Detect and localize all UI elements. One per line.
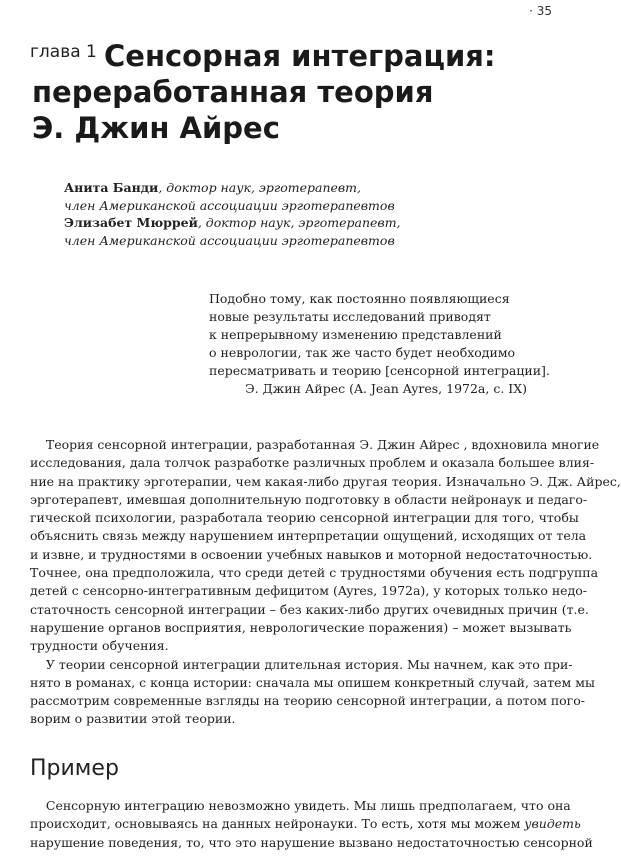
body-line: нято в романах, с конца истории: сначала мы опишем конкретный случай, затем мы xyxy=(30,674,595,690)
body-line: ворим о развитии этой теории. xyxy=(30,711,236,727)
chapter-title-line: переработанная теория xyxy=(32,75,434,109)
body-line: Сенсорную интеграцию невозможно увидеть. Мы лишь предполагаем, что она xyxy=(30,798,571,813)
section-body xyxy=(30,797,593,852)
author-name: Анита Банди xyxy=(64,180,159,195)
body-line-text: происходит, основываясь на данных нейронауки. То есть, хотя мы можем xyxy=(30,816,525,832)
section-heading: Пример xyxy=(30,756,119,781)
body-line: Теория сенсорной интеграции, разработанная Э. Джин Айрес , вдохновила многие xyxy=(30,437,600,452)
body-line: ние на практику эрготерапии, чем какая-либо другая теория. Изначально Э. Дж. Айрес, xyxy=(30,473,621,489)
author-role: , доктор наук, эрготерапевт, xyxy=(158,180,362,195)
epigraph xyxy=(209,290,549,398)
author-affiliation: член Американской ассоциации эрготерапевтов xyxy=(64,197,395,213)
chapter-label: глава 1 xyxy=(30,42,97,62)
body-line: исследования, дала толчок разработке различных проблем и оказала большее влия- xyxy=(30,455,595,471)
body-line: детей с сенсорно-интегративным дефицитом (Ayres, 1972a), у которых только недо- xyxy=(30,583,588,599)
author-name: Элизабет Мюррей xyxy=(64,215,198,230)
chapter-title-line: Э. Джин Айрес xyxy=(32,111,280,145)
chapter-title xyxy=(32,38,552,146)
emphasis-text: увидеть xyxy=(524,816,581,832)
body-line: и извне, и трудностями в освоении учебных навыков и моторной недостаточностью. xyxy=(30,546,593,562)
page-number: · 35 xyxy=(529,4,552,18)
body-line: гической психологии, разработала теорию сенсорной интеграции для того, чтобы xyxy=(30,510,579,526)
body-text xyxy=(30,436,621,729)
epigraph-line: о неврологии, так же часто будет необходимо xyxy=(209,345,516,360)
epigraph-attribution: Э. Джин Айрес (A. Jean Ayres, 1972a, c. IX) xyxy=(245,381,527,396)
epigraph-line: новые результаты исследований приводят xyxy=(209,309,491,324)
body-line: трудности обучения. xyxy=(30,638,169,654)
body-line: нарушение органов восприятия, неврологические поражения) – может вызывать xyxy=(30,619,572,635)
author-line xyxy=(64,179,524,197)
body-line: У теории сенсорной интеграции длительная история. Мы начнем, как это при- xyxy=(30,656,573,672)
author-role: , доктор наук, эрготерапевт, xyxy=(197,215,401,230)
author-line xyxy=(64,214,524,232)
body-line: рассмотрим современные взгляды на теорию сенсорной интеграции, а потом пого- xyxy=(30,693,585,709)
epigraph-line: пересматривать и теорию [сенсорной интеграции]. xyxy=(209,363,550,378)
body-line xyxy=(30,815,581,833)
epigraph-line: Подобно тому, как постоянно появляющиеся xyxy=(209,291,510,306)
authors-block xyxy=(64,179,524,249)
body-line: нарушение поведения, то, что это нарушение вызвано недостаточностью сенсорной xyxy=(30,834,593,850)
body-line: Точнее, она предположила, что среди детей с трудностями обучения есть подгруппа xyxy=(30,565,599,581)
epigraph-line: к непрерывному изменению представлений xyxy=(209,327,502,342)
body-line: статочность сенсорной интеграции – без каких-либо других очевидных причин (т.е. xyxy=(30,601,589,617)
author-affiliation: член Американской ассоциации эрготерапевтов xyxy=(64,232,395,248)
body-line: эрготерапевт, имевшая дополнительную подготовку в области нейронаук и педаго- xyxy=(30,491,588,507)
chapter-title-line: Сенсорная интеграция: xyxy=(104,39,496,73)
body-line: объяснить связь между нарушением интерпретации ощущений, исходящих от тела xyxy=(30,528,587,544)
